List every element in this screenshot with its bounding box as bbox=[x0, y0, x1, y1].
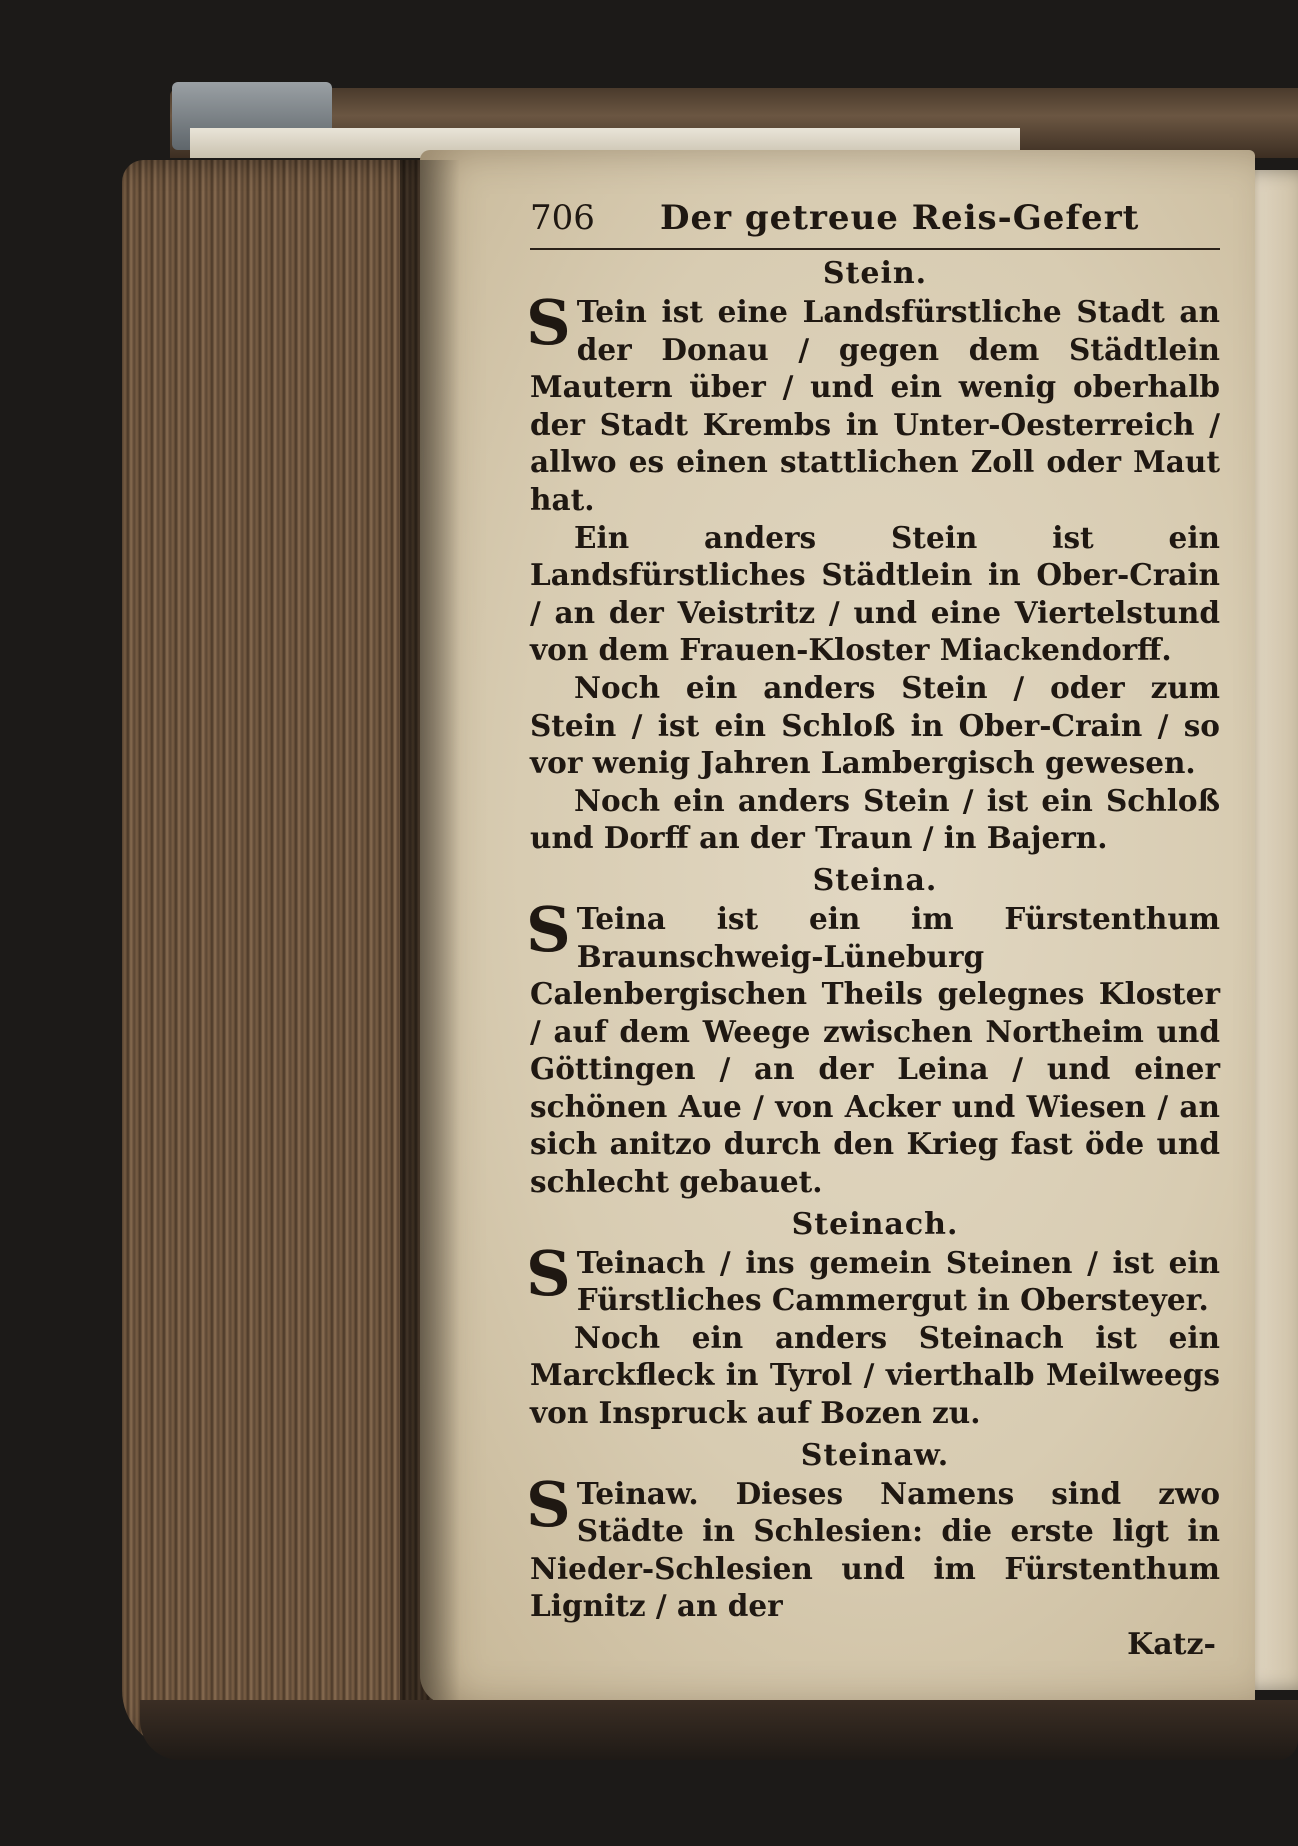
entry-title-steinaw: Steinaw. bbox=[800, 1437, 950, 1473]
catchword: Katz- bbox=[1127, 1627, 1216, 1662]
page-header bbox=[530, 198, 1220, 250]
entry-paragraph bbox=[526, 1236, 1220, 1319]
entry-paragraph bbox=[526, 892, 1220, 1201]
drop-cap: S bbox=[526, 286, 571, 359]
entry-paragraph bbox=[526, 286, 1220, 519]
entry-title-steina: Steina. bbox=[812, 862, 938, 898]
paragraph-text: Tein ist eine Landsfürstliche Stadt an der Donau / gegen dem Städtlein Mautern über / und ein wenig oberhalb der Stadt Krembs in Unter-Oesterreich / allwo es einen stattlichen Zoll oder Maut hat. bbox=[530, 294, 1220, 517]
entry-paragraph bbox=[526, 1467, 1220, 1625]
drop-cap: S bbox=[526, 892, 571, 966]
entry-paragraph: Noch ein anders Stein / oder zum Stein / ist ein Schloß in Ober-Crain / so vor wenig Jahren Lambergisch gewesen. bbox=[530, 669, 1220, 781]
book-cover-bottom bbox=[140, 1700, 1298, 1760]
running-head: Der getreue Reis-Gefert bbox=[660, 198, 1140, 238]
book-text-block bbox=[122, 160, 440, 1750]
drop-cap: S bbox=[526, 1467, 571, 1541]
spine-shadow bbox=[400, 160, 460, 1750]
drop-cap: S bbox=[526, 1236, 571, 1310]
entry-paragraph: Noch ein anders Stein / ist ein Schloß und Dorff an der Traun / in Bajern. bbox=[530, 782, 1220, 856]
page-number: 706 bbox=[530, 198, 595, 238]
paragraph-text: Teinach / ins gemein Steinen / ist ein Fürstliches Cammergut in Obersteyer. bbox=[576, 1244, 1220, 1318]
page-content bbox=[526, 198, 1220, 1662]
entry-title-stein: Stein. bbox=[822, 256, 928, 291]
entry-paragraph: Noch ein anders Steinach ist ein Marckfleck in Tyrol / vierthalb Meilweegs von Inspruck auf Bozen zu. bbox=[530, 1319, 1220, 1431]
paragraph-text: Teinaw. Dieses Namens sind zwo Städte in Schlesien: die erste ligt in Nieder-Schlesien und im Fürstenthum Lignitz / an der bbox=[530, 1475, 1220, 1624]
entry-title-steinach: Steinach. bbox=[791, 1206, 959, 1242]
entry-paragraph: Ein anders Stein ist ein Landsfürstliches Städtlein in Ober-Crain / an der Veistritz / und eine Viertelstund von dem Frauen-Kloster Miackendorff. bbox=[530, 519, 1220, 668]
paragraph-text: Teina ist ein im Fürstenthum Braunschweig-Lüneburg Calenbergischen Theils gelegnes Kloster / auf dem Weege zwischen Northeim und Göttingen / an der Leina / und einer schönen Aue / von Acker und Wiesen / an sich anitzo durch den Krieg fast öde und schlecht gebauet. bbox=[530, 900, 1220, 1200]
